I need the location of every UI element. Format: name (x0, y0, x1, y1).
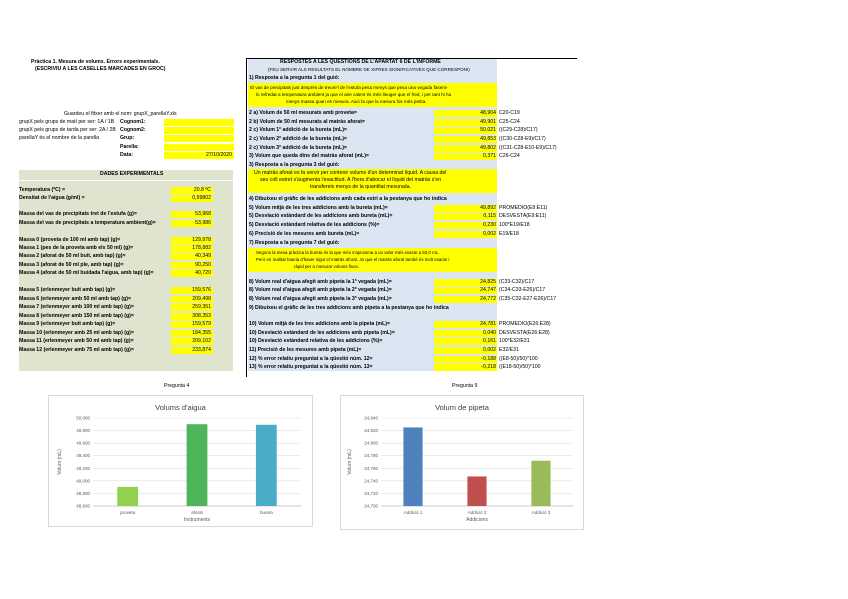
answer-row-label: 2 c) Volum 2ª addició de la bureta (mL)= (249, 136, 347, 142)
answer-row-label: 5) Desviació estàndard de les addicions amb bureta (mL)= (249, 213, 393, 219)
parella-input[interactable] (164, 144, 234, 151)
experimental-row-label: Massa 1 (pes de la proveta amb els 50 ml) (g)= (19, 245, 134, 251)
x-tick-label: proveta (120, 510, 136, 515)
answer-row-value[interactable]: 0,002 (434, 347, 497, 354)
experimental-row-value[interactable]: 209,498 (171, 296, 213, 303)
answer-row (248, 222, 578, 229)
answer-row (248, 205, 578, 212)
answer-row-label: 10) Desviació estàndard relativa de les addicions (%)= (249, 338, 383, 344)
group-afternoon-note: grupX pels grups de tarda per ser: 2A / 2B (19, 127, 116, 133)
answer-row (248, 279, 578, 286)
answer-row-value[interactable]: 24,747 (434, 287, 497, 294)
answer-row-value[interactable]: 0,115 (434, 213, 497, 220)
experimental-row-label: Massa 8 (erlenmeyer amb 150 ml amb tap) (g)= (19, 313, 134, 319)
answer-row-value[interactable]: 0,371 (434, 153, 497, 160)
y-axis-label: Volum (mL) (347, 449, 353, 475)
group-morning-note: grupX pels grups de matí per ser: 1A / 1B (19, 119, 115, 125)
cognom1-label: Cognom1: (120, 119, 146, 125)
experimental-row-value[interactable]: 90,250 (171, 262, 213, 269)
experimental-row-label: Densitat de l'aigua (g/ml) = (19, 195, 85, 201)
answer-row-value[interactable]: 0,230 (434, 222, 497, 229)
answer-row-value[interactable]: 49,853 (434, 136, 497, 143)
data-input[interactable]: 27/10/2020 (164, 152, 234, 159)
answer-row-formula: 100*E19/E18 (499, 222, 530, 228)
experimental-row-value[interactable]: 53,986 (171, 220, 213, 227)
answer-row (248, 330, 578, 337)
q1-answer-line2: lo refredat a temperatura ambient ja que el aire calent és més lleuger que el fred, i per tant hi ha (256, 92, 452, 97)
answer-row-label: 2 c) Volum 1ª addició de la bureta (mL)= (249, 127, 347, 133)
experimental-row-value[interactable]: 159,576 (171, 287, 213, 294)
y-tick-label: 48,800 (76, 490, 90, 496)
chart1-caption: Pregunta 4 (164, 383, 190, 389)
experimental-row-value[interactable]: 233,874 (171, 347, 213, 354)
answer-row-value[interactable]: 49,901 (434, 119, 497, 126)
y-tick-label: 49,600 (76, 440, 90, 446)
answer-row-formula: C25-C24 (499, 119, 520, 125)
column-divider (246, 59, 247, 377)
experimental-row-label: Massa 2 (aforat de 50 ml buit, amb tap) (g)= (19, 253, 126, 259)
left-header-subtitle: (ESCRIVIU A LES CASELLES MARCADES EN GROC) (35, 66, 166, 72)
experimental-row (19, 211, 233, 218)
answer-row-formula: ((C30-C28-E9)/C17) (499, 136, 546, 142)
answer-row (248, 338, 578, 345)
answer-row-formula: 100*E32/E31 (499, 338, 530, 344)
experimental-row-value[interactable]: 259,351 (171, 304, 213, 311)
bar-proveta[interactable] (117, 487, 138, 506)
answer-row-formula: ((C31-C28-E10-E9)/C17) (499, 145, 557, 151)
answer-row-value[interactable]: 0,002 (434, 231, 497, 238)
x-tick-label: Addició 3 (531, 510, 551, 515)
bar-addició-3[interactable] (531, 461, 550, 506)
experimental-row-value[interactable]: 129,978 (171, 237, 213, 244)
answer-row (248, 119, 578, 126)
grup-input[interactable] (164, 135, 234, 142)
experimental-row (19, 262, 233, 269)
answer-row-label: 12) % error relatiu preguntat a la qüestió núm. 12= (249, 356, 373, 362)
parella-label: Parella: (120, 144, 139, 150)
bar-addició-1[interactable] (403, 427, 422, 506)
cognom2-input[interactable] (164, 127, 234, 134)
answer-row-formula: ((C29-C28)/C17) (499, 127, 538, 133)
experimental-row-value[interactable]: 178,882 (171, 245, 213, 252)
experimental-row-label: Massa 11 (erlenmeyer amb 50 ml amb tap) (g)= (19, 338, 134, 344)
chart-volum-pipeta-svg (341, 396, 583, 529)
experimental-row-label: Massa 7 (erlenmeyer amb 100 ml amb tap) (g)= (19, 304, 134, 310)
answer-row (248, 213, 578, 220)
right-header-subtitle: (FEU SERVIR ALS RESULTATS EL NOMBRE DE XIFRES SIGNIFICATIVES QUE CORRESPONI) (268, 67, 470, 72)
answer-row-label: 10) Volum mitjà de les tres addicions amb la pipeta (mL)= (249, 321, 391, 327)
pair-note: parellaY és el nombre de la parella (19, 135, 100, 141)
answer-row (248, 321, 578, 328)
answer-row-formula: (C35-C32-E27-E26)/C17 (499, 296, 557, 302)
experimental-row-label: Massa 12 (erlenmeyer amb 75 ml amb tap) (g)= (19, 347, 134, 353)
experimental-row (19, 330, 233, 337)
answer-row-label: 5) Volum mitjà de les tres addicions amb la bureta (mL)= (249, 205, 388, 211)
bar-bureta[interactable] (256, 425, 277, 506)
y-tick-label: 24,720 (364, 490, 378, 496)
answer-row (248, 145, 578, 152)
experimental-row-label: Massa del vas de precipitats a temperatura ambient(g)= (19, 220, 156, 226)
left-header (19, 59, 233, 77)
q9-label: 9) Dibuixeu el gràfic de les tres addicions amb pipeta a la pestanya que ho indica (249, 305, 449, 311)
experimental-row-label: Massa 4 (aforat de 50 ml buidada l'aigua, amb tap) (g)= (19, 270, 154, 276)
left-header-title: Pràctica 1. Mesura de volums. Errors experimentals. (31, 59, 160, 65)
experimental-row-label: Massa 6 (erlenmeyer amb 50 ml amb tap) (g)= (19, 296, 132, 302)
save-as-instructions: Guardeu el fitxer amb el nom: grupX_parellaY.xls (64, 111, 177, 117)
answer-row-value[interactable]: 0,040 (434, 330, 497, 337)
y-tick-label: 48,600 (76, 503, 90, 509)
q7-label: 7) Resposta a la pregunta 7 del guió: (249, 240, 340, 246)
answer-row (248, 110, 578, 117)
cognom2-label: Cognom2: (120, 127, 146, 133)
x-tick-label: aforat (191, 510, 203, 515)
experimental-row-value[interactable]: 308,353 (171, 313, 213, 320)
experimental-row (19, 245, 233, 252)
experimental-row (19, 237, 233, 244)
experimental-row (19, 313, 233, 320)
answer-row-value[interactable]: -0,218 (434, 364, 497, 371)
answer-row-formula: DESVESTA(E26:E28) (499, 330, 550, 336)
experimental-row-label: Massa 3 (aforat de 50 ml ple, amb tap) (g)= (19, 262, 124, 268)
answer-row (248, 364, 578, 371)
y-tick-label: 24,780 (364, 453, 378, 459)
y-tick-label: 24,700 (364, 503, 378, 509)
answer-row (248, 356, 578, 363)
answer-row-label: 5) Desviació estàndard relativa de les addicions (%)= (249, 222, 380, 228)
experimental-row (19, 304, 233, 311)
right-header-title: RESPOSTES A LES QÜESTIONS DE L'APARTAT 6 DE L'INFORME (280, 59, 441, 65)
experimental-row (19, 321, 233, 328)
y-axis-label: Volum (mL) (57, 449, 63, 475)
answer-row-formula: C20-C19 (499, 110, 520, 116)
experimental-row-value[interactable]: 53,968 (171, 211, 213, 218)
q1-answer-line1: El vas de precipitats just després de treure'l de l'estufa pesa menys que pesa una vegada fasent- (250, 85, 448, 90)
experimental-row-label: Massa 5 (erlenmeyer buit amb tap) (g)= (19, 287, 116, 293)
experimental-row-label: Massa 0 (proveta de 100 ml amb tap) (g)= (19, 237, 121, 243)
q3-answer-line3: transfereix menys de la quantitat mesurada. (310, 184, 411, 190)
q3-answer-line1: Un matràs aforat es fa servir per contenir volums d'un determinat líquid. A causa del (254, 170, 447, 176)
y-tick-label: 50,000 (76, 415, 90, 421)
experimental-row (19, 253, 233, 260)
answer-row-value[interactable]: -0,188 (434, 356, 497, 363)
answer-row (248, 231, 578, 238)
answer-row (248, 287, 578, 294)
answer-row-formula: PROMEDIO(E26:E28) (499, 321, 551, 327)
cognom1-input[interactable] (164, 119, 234, 126)
bar-aforat[interactable] (187, 424, 208, 506)
answer-row-value[interactable]: 0,161 (434, 338, 497, 345)
answer-row-formula: E19/E18 (499, 231, 519, 237)
answer-row-label: 8) Volum real d'aigua afegit amb pipeta la 2ª vegada (mL)= (249, 287, 392, 293)
experimental-row-value[interactable]: 184,355 (171, 330, 213, 337)
experimental-row-value[interactable]: 0,99802 (171, 195, 213, 202)
grup-label: Grup: (120, 135, 135, 141)
bar-addició-2[interactable] (467, 476, 486, 506)
answer-row-value[interactable]: 49,892 (434, 205, 497, 212)
answer-row-formula: DESVESTA(E9:E11) (499, 213, 547, 219)
q4-label: 4) Dibuixeu el gràfic de les addicions amb cada estri a la pestanya que ho indica (249, 196, 447, 202)
answer-row (248, 136, 578, 143)
q1-answer-line3: menys massa quan es mesura. Això fa que la mesura fos més petita. (286, 99, 427, 104)
y-tick-label: 49,400 (76, 453, 90, 459)
experimental-row-value[interactable]: 20.8 ºC (171, 187, 213, 194)
answer-row (248, 127, 578, 134)
answer-row-formula: PROMEDIO(E9:E11) (499, 205, 548, 211)
answer-row-formula: C26-C24 (499, 153, 520, 159)
chart-title: Volum de pipeta (435, 403, 489, 412)
chart-volum-pipeta[interactable] (340, 395, 584, 530)
answer-row (248, 153, 578, 160)
x-tick-label: Addició 1 (403, 510, 423, 515)
answer-row-label: 11) Precisió de les mesures amb pipeta (mL)= (249, 347, 362, 353)
y-tick-label: 24,820 (364, 428, 378, 434)
experimental-row-label: Temperatura (ºC) = (19, 187, 66, 193)
answer-row-formula: E32/E31 (499, 347, 519, 353)
q1-label: 1) Resposta a la pregunta 1 del guió: (249, 75, 340, 81)
answer-row-formula: (C33-C32)/C17 (499, 279, 535, 285)
answer-row-label: 6) Precisió de les mesures amb bureta (mL)= (249, 231, 360, 237)
experimental-row (19, 195, 233, 202)
experimental-row (19, 220, 233, 227)
answer-row-label: 2 b) Volum de 50 ml mesurats al matràs aforat= (249, 119, 365, 125)
experimental-row (19, 338, 233, 345)
experimental-row-label: Massa 9 (erlenmeyer buit amb tap) (g)= (19, 321, 116, 327)
experimental-row-value[interactable]: 40,349 (171, 253, 213, 260)
answer-row (248, 347, 578, 354)
x-axis-label: Instruments (183, 517, 211, 523)
answer-row-value[interactable]: 50,021 (434, 127, 497, 134)
experimental-row-value[interactable]: 159,579 (171, 321, 213, 328)
answer-row-label: 8) Volum real d'aigua afegit amb pipeta la 3ª vegada (mL)= (249, 296, 392, 302)
chart-volums-aigua[interactable] (48, 395, 313, 527)
q7-answer-line1: Segons la meva pràctica la bureta és la que més s'aproxima a un valor més exacte a 50,0 mL. (256, 250, 440, 255)
y-tick-label: 49,000 (76, 478, 90, 484)
experimental-row (19, 296, 233, 303)
chart-title: Volums d'aigua (155, 403, 206, 412)
answer-row-value[interactable]: 24,781 (434, 321, 497, 328)
answer-row-value[interactable]: 48,904 (434, 110, 497, 117)
answer-row-value[interactable]: 49,802 (434, 145, 497, 152)
answer-row-label: 13) % error relatiu preguntat a la qüestió núm. 13= (249, 364, 373, 370)
q3-answer-line2: seu coll estret s'augmenta l'exactitud. A l'hora d'abocar el líquid del matràs s'en (260, 177, 442, 183)
y-tick-label: 24,740 (364, 478, 378, 484)
experimental-row-value[interactable]: 209,102 (171, 338, 213, 345)
y-tick-label: 24,840 (364, 415, 378, 421)
answer-row-label: 3) Volum que queda dins del matràs aforat (mL)= (249, 153, 369, 159)
answer-row-formula: ((E8-50)/50)*100 (499, 356, 538, 362)
answer-row-label: 2 c) Volum 3ª addició de la bureta (mL)= (249, 145, 347, 151)
experimental-row (19, 347, 233, 354)
y-tick-label: 49,200 (76, 465, 90, 471)
q3-label: 3) Resposta a la pregunta 3 del guió: (249, 162, 340, 168)
experimental-row-label: Massa del vas de precipitats tret de l'estufa (g)= (19, 211, 137, 217)
experimental-row (19, 287, 233, 294)
q7-answer-line3: ràpid per a mesurar volums fixos. (294, 264, 359, 269)
answer-row-value[interactable]: 24,772 (434, 296, 497, 303)
x-tick-label: Addició 2 (467, 510, 487, 515)
data-label: Data: (120, 152, 133, 158)
chart2-caption: Pregunta 9 (452, 383, 478, 389)
experimental-row (19, 187, 233, 194)
experimental-row-label: Massa 10 (erlenmeyer amb 25 ml amb tap) (g)= (19, 330, 134, 336)
experimental-row (19, 270, 233, 277)
y-tick-label: 24,760 (364, 465, 378, 471)
x-tick-label: bureta (259, 510, 273, 515)
q7-answer-line2: Però en realitat hauria d'haver sigut el matràs aforat. Ja que el matràs aforat també és molt exacte i (256, 257, 450, 262)
answer-row-formula: ((E18-50)/50)*100 (499, 364, 541, 370)
answer-row-label: 2 a) Volum de 50 ml mesurats amb proveta= (249, 110, 357, 116)
experimental-header: DADES EXPERIMENTALS (100, 171, 164, 177)
y-tick-label: 24,800 (364, 440, 378, 446)
answer-row-label: 10) Desviació estàndard de les addicions amb pipeta (mL)= (249, 330, 395, 336)
answer-row-formula: (C34-C33-E26)/C17 (499, 287, 546, 293)
y-tick-label: 49,800 (76, 428, 90, 434)
answer-row-value[interactable]: 24,825 (434, 279, 497, 286)
answer-row-label: 8) Volum real d'aigua afegit amb pipeta la 1ª vegada (mL)= (249, 279, 392, 285)
chart-volums-aigua-svg (49, 396, 312, 526)
experimental-row-value[interactable]: 40,720 (171, 270, 213, 277)
x-axis-label: Addicions (466, 517, 488, 523)
answer-row (248, 296, 578, 303)
